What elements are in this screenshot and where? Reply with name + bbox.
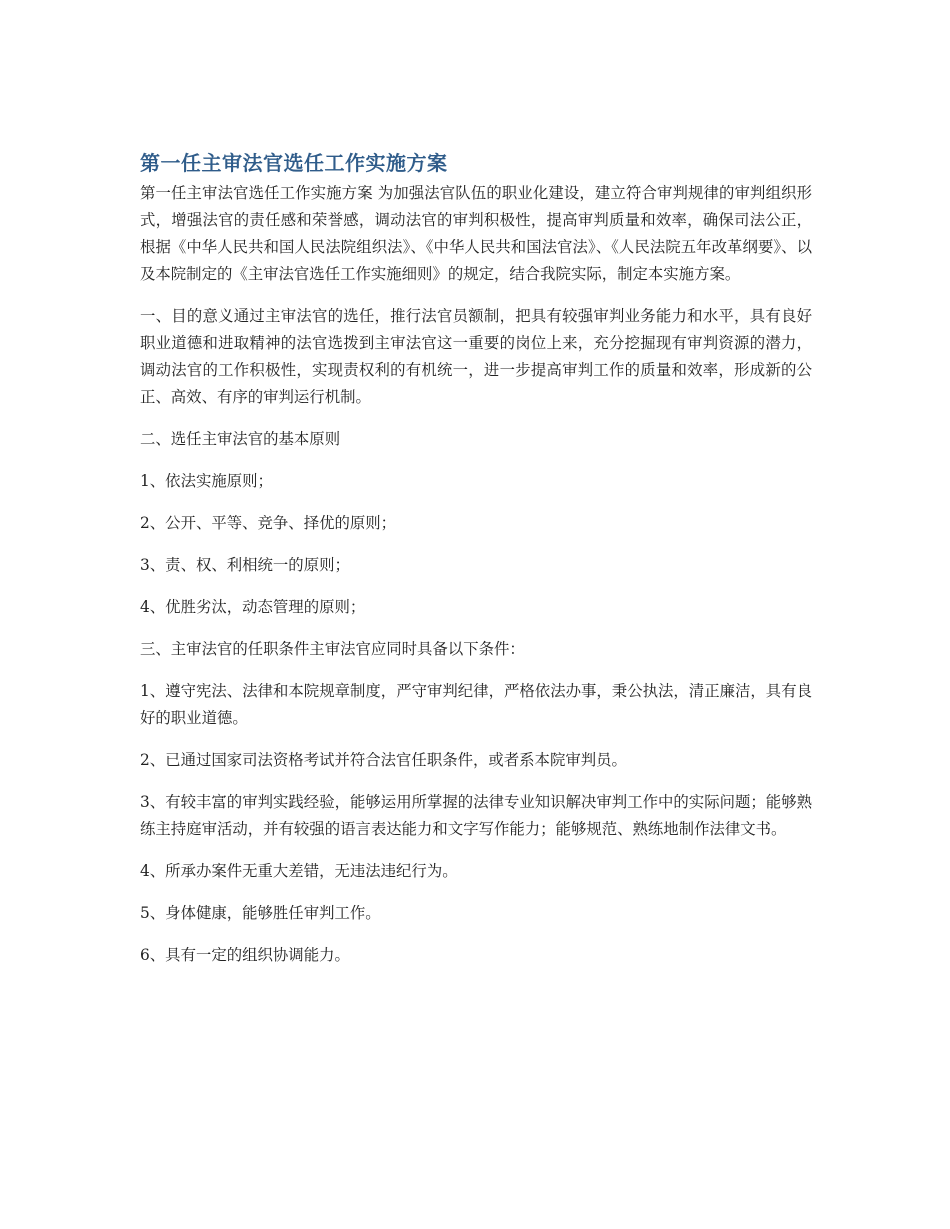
condition-item: 3、有较丰富的审判实践经验，能够运用所掌握的法律专业知识解决审判工作中的实际问题；能够熟练主持庭审活动，并有较强的语言表达能力和文字写作能力；能够规范、熟练地制作法律文书。 — [140, 793, 812, 838]
section-principles-heading: 二、选任主审法官的基本原则 — [140, 430, 341, 448]
document-page — [140, 148, 812, 984]
condition-item: 4、所承办案件无重大差错，无违法违纪行为。 — [140, 862, 458, 880]
principle-item: 3、责、权、利相统一的原则； — [140, 556, 350, 574]
document-title: 第一任主审法官选任工作实施方案 — [140, 151, 448, 175]
condition-item: 5、身体健康，能够胜任审判工作。 — [140, 904, 381, 922]
condition-item: 2、已通过国家司法资格考试并符合法官任职条件，或者系本院审判员。 — [140, 751, 627, 769]
principle-item: 2、公开、平等、竞争、择优的原则； — [140, 514, 397, 532]
principle-item: 4、优胜劣汰，动态管理的原则； — [140, 598, 366, 616]
intro-paragraph: 第一任主审法官选任工作实施方案 为加强法官队伍的职业化建设，建立符合审判规律的审判组织形式，增强法官的责任感和荣誉感，调动法官的审判积极性，提高审判质量和效率，确保司法公正，根据《中华人民共和国人民法院组织法》、《中华人民共和国法官法》、《人民法院五年改革纲要》、以及本院制定的《主审法官选任工作实施细则》的规定，结合我院实际，制定本实施方案。 — [140, 184, 812, 283]
condition-item: 1、遵守宪法、法律和本院规章制度，严守审判纪律，严格依法办事，秉公执法，清正廉洁，具有良好的职业道德。 — [140, 682, 812, 727]
principle-item: 1、依法实施原则； — [140, 472, 273, 490]
section-conditions-heading: 三、主审法官的任职条件主审法官应同时具备以下条件： — [140, 640, 525, 658]
section-purpose-paragraph: 一、目的意义通过主审法官的选任，推行法官员额制，把具有较强审判业务能力和水平，具有良好职业道德和进取精神的法官选拨到主审法官这一重要的岗位上来，充分挖掘现有审判资源的潜力，调动法官的工作积极性，实现责权利的有机统一，进一步提高审判工作的质量和效率，形成新的公正、高效、有序的审判运行机制。 — [140, 307, 812, 406]
condition-item: 6、具有一定的组织协调能力。 — [140, 946, 350, 964]
